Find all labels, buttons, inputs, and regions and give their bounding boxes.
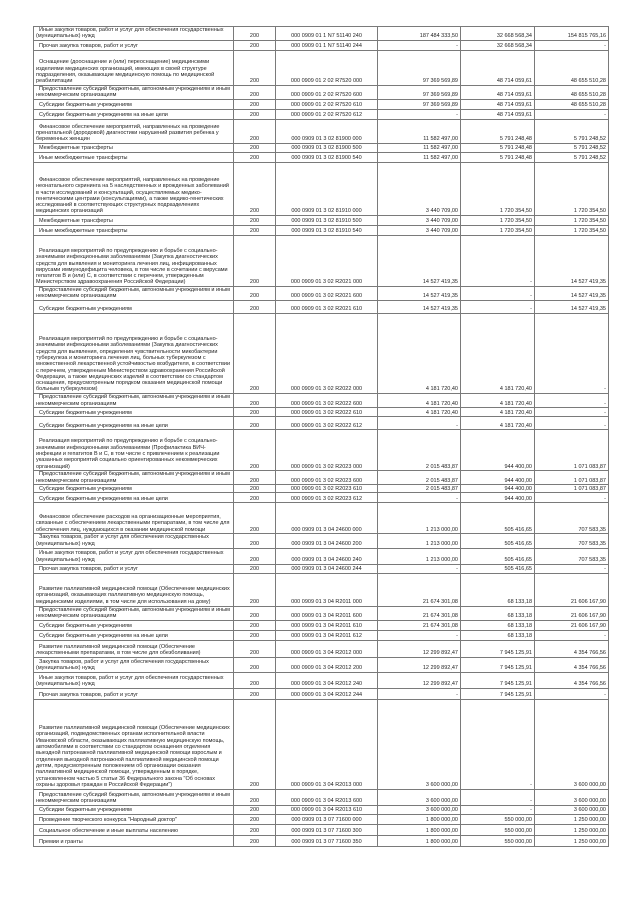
table-row [34, 41, 609, 51]
budget-code-cell: 000 0909 01 3 07 71600 350 [276, 835, 378, 846]
table-row [34, 620, 609, 630]
budget-code-cell: 000 0909 01 3 02 R2022 000 [276, 314, 378, 394]
item-name-cell: Реализация мероприятий по предупреждению и борьбе с социально-значимыми инфекционными заболеваниями (Закупка диагностических средств для выявления, определения чувствительности микобактерии туберкулеза и мониторинга лечения лиц, больных туберкулезом с множественной лекарственной устойчивостью возбудителя, в соответствии с перечнем, утвержденным Министерством здравоохранения Российской Федерации, а также медицинских изделий в соответствии со стандартом оснащения, предусмотренным порядком оказания медицинской помощи больным туберкулезом) [34, 314, 234, 394]
line-code-cell: 200 [234, 835, 276, 846]
table-row [34, 100, 609, 110]
item-name-cell: Иные закупки товаров, работ и услуг для обеспечения государственных (муниципальных) нужд [34, 672, 234, 688]
table-row [34, 606, 609, 620]
budget-code-cell: 000 0909 01 3 04 R2012 240 [276, 672, 378, 688]
table-row [34, 493, 609, 503]
budget-code-cell: 000 0909 01 3 04 R2013 600 [276, 789, 378, 805]
unexecuted-amount-cell: 4 354 766,56 [535, 640, 609, 657]
budget-code-cell: 000 0909 01 3 02 R2022 600 [276, 394, 378, 408]
approved-amount-cell: 2 015 483,87 [378, 430, 461, 471]
budget-code-cell: 000 0909 01 3 02 R2023 600 [276, 471, 378, 485]
table-row [34, 394, 609, 408]
executed-amount-cell: 505 416,65 [461, 503, 535, 534]
table-row [34, 640, 609, 657]
executed-amount-cell: - [461, 301, 535, 314]
executed-amount-cell: 7 945 125,91 [461, 672, 535, 688]
item-name-cell: Субсидии бюджетным учреждениям [34, 485, 234, 493]
line-code-cell: 200 [234, 805, 276, 814]
item-name-cell: Предоставление субсидий бюджетным, автономным учреждениям и иным некоммерческим организациям [34, 394, 234, 408]
item-name-cell: Развитие паллиативной медицинской помощи (Обеспечение медицинских организаций, оказывающих паллиативную медицинскую помощь, медицинскими изделиями, в том числе для использования на дому) [34, 573, 234, 606]
unexecuted-amount-cell: 21 606 167,90 [535, 606, 609, 620]
item-name-cell: Субсидии бюджетным учреждениям на иные цели [34, 417, 234, 430]
item-name-cell: Закупка товаров, работ и услуг для обеспечения государственных (муниципальных) нужд [34, 534, 234, 548]
executed-amount-cell: 7 945 125,91 [461, 688, 535, 699]
approved-amount-cell: 97 369 569,89 [378, 100, 461, 110]
approved-amount-cell: 1 800 000,00 [378, 824, 461, 835]
line-code-cell: 200 [234, 394, 276, 408]
unexecuted-amount-cell: 1 720 354,50 [535, 226, 609, 236]
line-code-cell: 200 [234, 824, 276, 835]
item-name-cell: Иные межбюджетные трансферты [34, 226, 234, 236]
budget-code-cell: 000 0909 01 2 02 R7520 610 [276, 100, 378, 110]
approved-amount-cell: - [378, 493, 461, 503]
approved-amount-cell: 14 527 419,35 [378, 301, 461, 314]
line-code-cell: 200 [234, 640, 276, 657]
approved-amount-cell: 1 800 000,00 [378, 814, 461, 824]
budget-code-cell: 000 0909 01 3 02 81910 000 [276, 163, 378, 216]
item-name-cell: Социальное обеспечение и иные выплаты населению [34, 824, 234, 835]
item-name-cell: Закупка товаров, работ и услуг для обеспечения государственных (муниципальных) нужд [34, 657, 234, 672]
approved-amount-cell: 14 527 419,35 [378, 236, 461, 287]
line-code-cell: 200 [234, 789, 276, 805]
budget-code-cell: 000 0909 01 3 04 24600 244 [276, 564, 378, 573]
unexecuted-amount-cell: 5 791 248,52 [535, 120, 609, 144]
approved-amount-cell: 1 213 000,00 [378, 503, 461, 534]
budget-code-cell: 000 0909 01 3 04 R2011 000 [276, 573, 378, 606]
approved-amount-cell: 3 600 000,00 [378, 699, 461, 789]
executed-amount-cell: 944 400,00 [461, 471, 535, 485]
unexecuted-amount-cell: - [535, 417, 609, 430]
executed-amount-cell: 68 133,18 [461, 630, 535, 640]
approved-amount-cell: 3 600 000,00 [378, 789, 461, 805]
item-name-cell: Прочая закупка товаров, работ и услуг [34, 564, 234, 573]
line-code-cell: 200 [234, 287, 276, 301]
item-name-cell: Субсидии бюджетным учреждениям на иные цели [34, 630, 234, 640]
table-row [34, 314, 609, 394]
item-name-cell: Финансовое обеспечение мероприятий, направленных на проведение пренатальной (дородовой) диагностики нарушений развития ребенка у беременных женщин [34, 120, 234, 144]
item-name-cell: Субсидии бюджетным учреждениям [34, 100, 234, 110]
table-row [34, 485, 609, 493]
executed-amount-cell: 550 000,00 [461, 835, 535, 846]
unexecuted-amount-cell: 14 527 419,35 [535, 287, 609, 301]
item-name-cell: Иные закупки товаров, работ и услуг для обеспечения государственных (муниципальных) нужд [34, 27, 234, 41]
line-code-cell: 200 [234, 51, 276, 86]
line-code-cell: 200 [234, 236, 276, 287]
unexecuted-amount-cell: 1 250 000,00 [535, 824, 609, 835]
unexecuted-amount-cell: 3 600 000,00 [535, 699, 609, 789]
unexecuted-amount-cell: 4 354 766,56 [535, 672, 609, 688]
unexecuted-amount-cell: 1 071 083,87 [535, 485, 609, 493]
table-row [34, 814, 609, 824]
unexecuted-amount-cell: 14 527 419,35 [535, 236, 609, 287]
line-code-cell: 200 [234, 699, 276, 789]
unexecuted-amount-cell: 1 250 000,00 [535, 835, 609, 846]
unexecuted-amount-cell: - [535, 630, 609, 640]
budget-code-cell: 000 0909 01 3 02 R2023 610 [276, 485, 378, 493]
approved-amount-cell: 97 369 569,89 [378, 86, 461, 100]
unexecuted-amount-cell: - [535, 688, 609, 699]
item-name-cell: Субсидии бюджетным учреждениям [34, 301, 234, 314]
executed-amount-cell: 5 791 248,48 [461, 144, 535, 153]
budget-code-cell: 000 0909 01 3 04 R2012 244 [276, 688, 378, 699]
table-row [34, 672, 609, 688]
budget-code-cell: 000 0909 01 2 02 R7520 000 [276, 51, 378, 86]
unexecuted-amount-cell: 48 655 510,28 [535, 100, 609, 110]
approved-amount-cell: - [378, 417, 461, 430]
budget-code-cell: 000 0909 01 1 N7 51140 240 [276, 27, 378, 41]
line-code-cell: 200 [234, 301, 276, 314]
item-name-cell: Прочая закупка товаров, работ и услуг [34, 688, 234, 699]
executed-amount-cell: 505 416,65 [461, 548, 535, 564]
item-name-cell: Иные закупки товаров, работ и услуг для обеспечения государственных (муниципальных) нужд [34, 548, 234, 564]
approved-amount-cell: - [378, 110, 461, 120]
unexecuted-amount-cell: - [535, 564, 609, 573]
budget-code-cell: 000 0909 01 3 02 81900 000 [276, 120, 378, 144]
executed-amount-cell: 944 400,00 [461, 430, 535, 471]
budget-code-cell: 000 0909 01 3 02 81910 540 [276, 226, 378, 236]
approved-amount-cell: 187 484 333,50 [378, 27, 461, 41]
item-name-cell: Субсидии бюджетным учреждениям [34, 805, 234, 814]
table-row [34, 835, 609, 846]
table-row [34, 430, 609, 471]
item-name-cell: Субсидии бюджетным учреждениям на иные цели [34, 493, 234, 503]
approved-amount-cell: 4 181 720,40 [378, 314, 461, 394]
executed-amount-cell: 32 668 568,34 [461, 27, 535, 41]
approved-amount-cell: 11 582 497,00 [378, 120, 461, 144]
executed-amount-cell: 48 714 059,61 [461, 51, 535, 86]
executed-amount-cell: 1 720 354,50 [461, 216, 535, 226]
budget-code-cell: 000 0909 01 3 04 R2013 000 [276, 699, 378, 789]
approved-amount-cell: 97 369 569,89 [378, 51, 461, 86]
line-code-cell: 200 [234, 620, 276, 630]
unexecuted-amount-cell: 707 583,35 [535, 534, 609, 548]
executed-amount-cell: 48 714 059,61 [461, 100, 535, 110]
table-row [34, 471, 609, 485]
budget-code-cell: 000 0909 01 1 N7 51140 244 [276, 41, 378, 51]
item-name-cell: Иные межбюджетные трансферты [34, 153, 234, 163]
line-code-cell: 200 [234, 110, 276, 120]
executed-amount-cell: 32 668 568,34 [461, 41, 535, 51]
table-row [34, 216, 609, 226]
budget-code-cell: 000 0909 01 3 04 R2011 610 [276, 620, 378, 630]
executed-amount-cell: 550 000,00 [461, 814, 535, 824]
line-code-cell: 200 [234, 564, 276, 573]
line-code-cell: 200 [234, 163, 276, 216]
unexecuted-amount-cell: 1 071 083,87 [535, 471, 609, 485]
budget-code-cell: 000 0909 01 3 04 24600 200 [276, 534, 378, 548]
table-row [34, 226, 609, 236]
unexecuted-amount-cell: - [535, 394, 609, 408]
table-row [34, 789, 609, 805]
unexecuted-amount-cell: 1 071 083,87 [535, 430, 609, 471]
executed-amount-cell: 4 181 720,40 [461, 314, 535, 394]
budget-code-cell: 000 0909 01 3 04 R2011 612 [276, 630, 378, 640]
approved-amount-cell: 3 440 709,00 [378, 163, 461, 216]
table-row [34, 144, 609, 153]
budget-code-cell: 000 0909 01 2 02 R7520 612 [276, 110, 378, 120]
item-name-cell: Субсидии бюджетным учреждениям [34, 620, 234, 630]
approved-amount-cell: 1 213 000,00 [378, 534, 461, 548]
approved-amount-cell: 1 213 000,00 [378, 548, 461, 564]
executed-amount-cell: 1 720 354,50 [461, 163, 535, 216]
line-code-cell: 200 [234, 493, 276, 503]
executed-amount-cell: 7 945 125,91 [461, 657, 535, 672]
item-name-cell: Предоставление субсидий бюджетным, автономным учреждениям и иным некоммерческим организациям [34, 287, 234, 301]
item-name-cell: Субсидии бюджетным учреждениям [34, 408, 234, 417]
unexecuted-amount-cell: 3 600 000,00 [535, 805, 609, 814]
executed-amount-cell: 68 133,18 [461, 620, 535, 630]
unexecuted-amount-cell: - [535, 408, 609, 417]
table-row [34, 657, 609, 672]
line-code-cell: 200 [234, 688, 276, 699]
approved-amount-cell: 3 440 709,00 [378, 226, 461, 236]
line-code-cell: 200 [234, 573, 276, 606]
item-name-cell: Финансовое обеспечение мероприятий, направленных на проведение неонатального скрининга на 5 наследственных и врожденных заболеваний в части исследований и консультаций, осуществляемых медико-генетическими центрами (консультациями), а также медико-генетических исследований в соответствующих структурных подразделениях медицинских организаций [34, 163, 234, 216]
executed-amount-cell: 68 133,18 [461, 606, 535, 620]
line-code-cell: 200 [234, 41, 276, 51]
budget-code-cell: 000 0909 01 3 04 R2012 000 [276, 640, 378, 657]
approved-amount-cell: - [378, 688, 461, 699]
item-name-cell: Предоставление субсидий бюджетным, автономным учреждениям и иным некоммерческим организациям [34, 86, 234, 100]
item-name-cell: Реализация мероприятий по предупреждению и борьбе с социально-значимыми инфекционными заболеваниями (Профилактика ВИЧ-инфекции и гепатитов B и C, в том числе с привлечением к реализации указанных мероприятий социально ориентированных некоммерческих организаций) [34, 430, 234, 471]
table-row [34, 548, 609, 564]
budget-code-cell: 000 0909 01 3 04 24600 240 [276, 548, 378, 564]
line-code-cell: 200 [234, 120, 276, 144]
line-code-cell: 200 [234, 814, 276, 824]
unexecuted-amount-cell: 14 527 419,35 [535, 301, 609, 314]
item-name-cell: Развитие паллиативной медицинской помощи (Обеспечение медицинских организаций, подведомственных органам исполнительной власти Ивановской области, оказывающих паллиативную медицинскую помощь, автомобилями в соответствии со стандартом оснащения отделения выездной патронажной паллиативной медицинской помощи взрослым и отделения выездной патронажной паллиативной медицинской помощи детям, предусмотренным положением об организации оказания паллиативной медицинской помощи, утвержденным в порядке, установленном частью 5 статьи 36 Федерального закона "Об основах охраны здоровья граждан в Российской Федерации") [34, 699, 234, 789]
unexecuted-amount-cell: 707 583,35 [535, 503, 609, 534]
approved-amount-cell: 12 299 892,47 [378, 672, 461, 688]
item-name-cell: Проведение творческого конкурса "Народный доктор" [34, 814, 234, 824]
approved-amount-cell: 11 582 497,00 [378, 144, 461, 153]
item-name-cell: Межбюджетные трансферты [34, 216, 234, 226]
executed-amount-cell: 505 416,65 [461, 534, 535, 548]
table-row [34, 699, 609, 789]
table-row [34, 287, 609, 301]
executed-amount-cell: 68 133,18 [461, 573, 535, 606]
executed-amount-cell: - [461, 236, 535, 287]
line-code-cell: 200 [234, 606, 276, 620]
approved-amount-cell: 14 527 419,35 [378, 287, 461, 301]
unexecuted-amount-cell: 5 791 248,52 [535, 153, 609, 163]
budget-code-cell: 000 0909 01 3 04 R2012 200 [276, 657, 378, 672]
unexecuted-amount-cell: 48 655 510,28 [535, 86, 609, 100]
table-row [34, 824, 609, 835]
executed-amount-cell: 505 416,65 [461, 564, 535, 573]
executed-amount-cell: 5 791 248,48 [461, 153, 535, 163]
item-name-cell: Предоставление субсидий бюджетным, автономным учреждениям и иным некоммерческим организациям [34, 471, 234, 485]
approved-amount-cell: 3 600 000,00 [378, 805, 461, 814]
line-code-cell: 200 [234, 27, 276, 41]
table-body [34, 27, 609, 847]
budget-code-cell: 000 0909 01 3 04 R2013 610 [276, 805, 378, 814]
approved-amount-cell: 1 800 000,00 [378, 835, 461, 846]
table-row [34, 153, 609, 163]
executed-amount-cell: 4 181 720,40 [461, 408, 535, 417]
item-name-cell: Премии и гранты [34, 835, 234, 846]
budget-code-cell: 000 0909 01 3 04 24600 000 [276, 503, 378, 534]
budget-code-cell: 000 0909 01 3 02 R2023 612 [276, 493, 378, 503]
budget-code-cell: 000 0909 01 2 02 R7520 600 [276, 86, 378, 100]
table-row [34, 120, 609, 144]
executed-amount-cell: 944 400,00 [461, 493, 535, 503]
line-code-cell: 200 [234, 503, 276, 534]
table-row [34, 564, 609, 573]
executed-amount-cell: - [461, 699, 535, 789]
table-row [34, 534, 609, 548]
line-code-cell: 200 [234, 86, 276, 100]
executed-amount-cell: - [461, 287, 535, 301]
approved-amount-cell: - [378, 564, 461, 573]
line-code-cell: 200 [234, 485, 276, 493]
unexecuted-amount-cell: 707 583,35 [535, 548, 609, 564]
executed-amount-cell: 4 181 720,40 [461, 394, 535, 408]
executed-amount-cell: 48 714 059,61 [461, 110, 535, 120]
table-row [34, 408, 609, 417]
line-code-cell: 200 [234, 153, 276, 163]
approved-amount-cell: 4 181 720,40 [378, 408, 461, 417]
unexecuted-amount-cell: - [535, 314, 609, 394]
budget-code-cell: 000 0909 01 3 02 81910 500 [276, 216, 378, 226]
unexecuted-amount-cell: 3 600 000,00 [535, 789, 609, 805]
approved-amount-cell: 4 181 720,40 [378, 394, 461, 408]
approved-amount-cell: - [378, 41, 461, 51]
executed-amount-cell: 48 714 059,61 [461, 86, 535, 100]
table-row [34, 236, 609, 287]
budget-code-cell: 000 0909 01 3 02 R2022 610 [276, 408, 378, 417]
line-code-cell: 200 [234, 534, 276, 548]
table-row [34, 688, 609, 699]
table-row [34, 301, 609, 314]
line-code-cell: 200 [234, 672, 276, 688]
line-code-cell: 200 [234, 548, 276, 564]
budget-code-cell: 000 0909 01 3 02 R2023 000 [276, 430, 378, 471]
table-row [34, 86, 609, 100]
unexecuted-amount-cell: 1 720 354,50 [535, 216, 609, 226]
line-code-cell: 200 [234, 630, 276, 640]
item-name-cell: Реализация мероприятий по предупреждению и борьбе с социально-значимыми инфекционными заболеваниями (Закупка диагностических средств для выявления и мониторинга лечения лиц, инфицированных вирусами иммунодефицита человека, в том числе в сочетании с вирусами гепатитов B и (или) C, в соответствии с перечнем, утвержденным Министерством здравоохранения Российской Федерации) [34, 236, 234, 287]
table-row [34, 27, 609, 41]
budget-code-cell: 000 0909 01 3 02 81900 540 [276, 153, 378, 163]
executed-amount-cell: - [461, 789, 535, 805]
budget-code-cell: 000 0909 01 3 02 R2021 000 [276, 236, 378, 287]
budget-code-cell: 000 0909 01 3 02 R2021 600 [276, 287, 378, 301]
unexecuted-amount-cell: - [535, 41, 609, 51]
table-row [34, 573, 609, 606]
budget-execution-table [33, 26, 609, 847]
line-code-cell: 200 [234, 408, 276, 417]
item-name-cell: Развитие паллиативной медицинской помощи (Обеспечение лекарственными препаратами, в том числе для обезболивания) [34, 640, 234, 657]
unexecuted-amount-cell: 48 655 510,28 [535, 51, 609, 86]
unexecuted-amount-cell: 4 354 766,56 [535, 657, 609, 672]
executed-amount-cell: 7 945 125,91 [461, 640, 535, 657]
line-code-cell: 200 [234, 417, 276, 430]
table-row [34, 51, 609, 86]
unexecuted-amount-cell: - [535, 493, 609, 503]
item-name-cell: Предоставление субсидий бюджетным, автономным учреждениям и иным некоммерческим организациям [34, 789, 234, 805]
item-name-cell: Финансовое обеспечение расходов на организационные мероприятия, связанные с обеспечением лекарственными препаратами, в том числе для обеспечения лиц, нуждающихся в оказании медицинской помощи [34, 503, 234, 534]
unexecuted-amount-cell: 154 815 765,16 [535, 27, 609, 41]
budget-code-cell: 000 0909 01 3 02 R2022 612 [276, 417, 378, 430]
item-name-cell: Межбюджетные трансферты [34, 144, 234, 153]
approved-amount-cell: 12 299 892,47 [378, 657, 461, 672]
budget-code-cell: 000 0909 01 3 07 71600 000 [276, 814, 378, 824]
executed-amount-cell: 944 400,00 [461, 485, 535, 493]
item-name-cell: Предоставление субсидий бюджетным, автономным учреждениям и иным некоммерческим организациям [34, 606, 234, 620]
line-code-cell: 200 [234, 144, 276, 153]
budget-code-cell: 000 0909 01 3 04 R2011 600 [276, 606, 378, 620]
approved-amount-cell: 12 299 892,47 [378, 640, 461, 657]
approved-amount-cell: 21 674 301,08 [378, 573, 461, 606]
unexecuted-amount-cell: 1 720 354,50 [535, 163, 609, 216]
unexecuted-amount-cell: 21 606 167,90 [535, 620, 609, 630]
executed-amount-cell: - [461, 805, 535, 814]
approved-amount-cell: 2 015 483,87 [378, 485, 461, 493]
table-row [34, 417, 609, 430]
approved-amount-cell: 11 582 497,00 [378, 153, 461, 163]
item-name-cell: Прочая закупка товаров, работ и услуг [34, 41, 234, 51]
line-code-cell: 200 [234, 100, 276, 110]
line-code-cell: 200 [234, 657, 276, 672]
executed-amount-cell: 5 791 248,48 [461, 120, 535, 144]
approved-amount-cell: - [378, 630, 461, 640]
approved-amount-cell: 21 674 301,08 [378, 606, 461, 620]
approved-amount-cell: 3 440 709,00 [378, 216, 461, 226]
budget-code-cell: 000 0909 01 3 07 71600 300 [276, 824, 378, 835]
executed-amount-cell: 550 000,00 [461, 824, 535, 835]
executed-amount-cell: 4 181 720,40 [461, 417, 535, 430]
budget-code-cell: 000 0909 01 3 02 81900 500 [276, 144, 378, 153]
budget-code-cell: 000 0909 01 3 02 R2021 610 [276, 301, 378, 314]
unexecuted-amount-cell: 5 791 248,52 [535, 144, 609, 153]
line-code-cell: 200 [234, 226, 276, 236]
approved-amount-cell: 21 674 301,08 [378, 620, 461, 630]
item-name-cell: Оснащение (дооснащение и (или) переоснащение) медицинскими изделиями медицинских организаций, имеющих в своей структуре подразделения, оказывающие медицинскую помощь по медицинской реабилитации [34, 51, 234, 86]
table-row [34, 110, 609, 120]
item-name-cell: Субсидии бюджетным учреждениям на иные цели [34, 110, 234, 120]
unexecuted-amount-cell: - [535, 110, 609, 120]
unexecuted-amount-cell: 21 606 167,90 [535, 573, 609, 606]
line-code-cell: 200 [234, 314, 276, 394]
table-row [34, 163, 609, 216]
line-code-cell: 200 [234, 471, 276, 485]
table-row [34, 630, 609, 640]
table-row [34, 503, 609, 534]
line-code-cell: 200 [234, 216, 276, 226]
unexecuted-amount-cell: 1 250 000,00 [535, 814, 609, 824]
approved-amount-cell: 2 015 483,87 [378, 471, 461, 485]
table-row [34, 805, 609, 814]
executed-amount-cell: 1 720 354,50 [461, 226, 535, 236]
line-code-cell: 200 [234, 430, 276, 471]
